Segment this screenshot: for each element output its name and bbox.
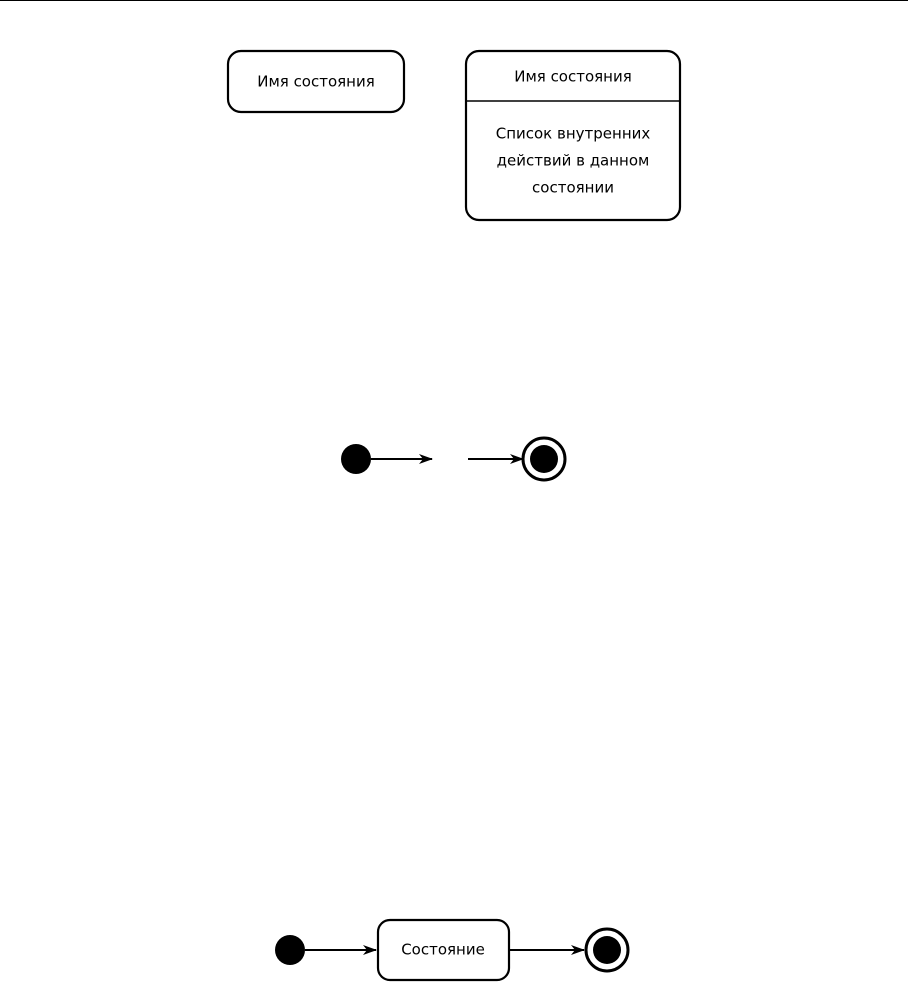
example-final-inner-dot bbox=[593, 936, 621, 964]
composite-state-name: Имя состояния bbox=[514, 67, 632, 86]
activities-line-3: состоянии bbox=[532, 178, 614, 197]
activities-line-2: действий в данном bbox=[496, 151, 650, 170]
final-state-inner-dot bbox=[530, 445, 558, 473]
simple-state-node bbox=[228, 51, 404, 112]
activities-line-1: Список внутренних bbox=[495, 124, 651, 143]
pseudostates-group bbox=[341, 438, 565, 480]
composite-state-node bbox=[466, 51, 680, 220]
simple-state-name: Имя состояния bbox=[257, 72, 375, 91]
example-initial-pseudostate bbox=[275, 935, 305, 965]
example-state-name: Состояние bbox=[401, 940, 485, 959]
initial-pseudostate bbox=[341, 444, 371, 474]
example-flow-group bbox=[275, 920, 628, 980]
